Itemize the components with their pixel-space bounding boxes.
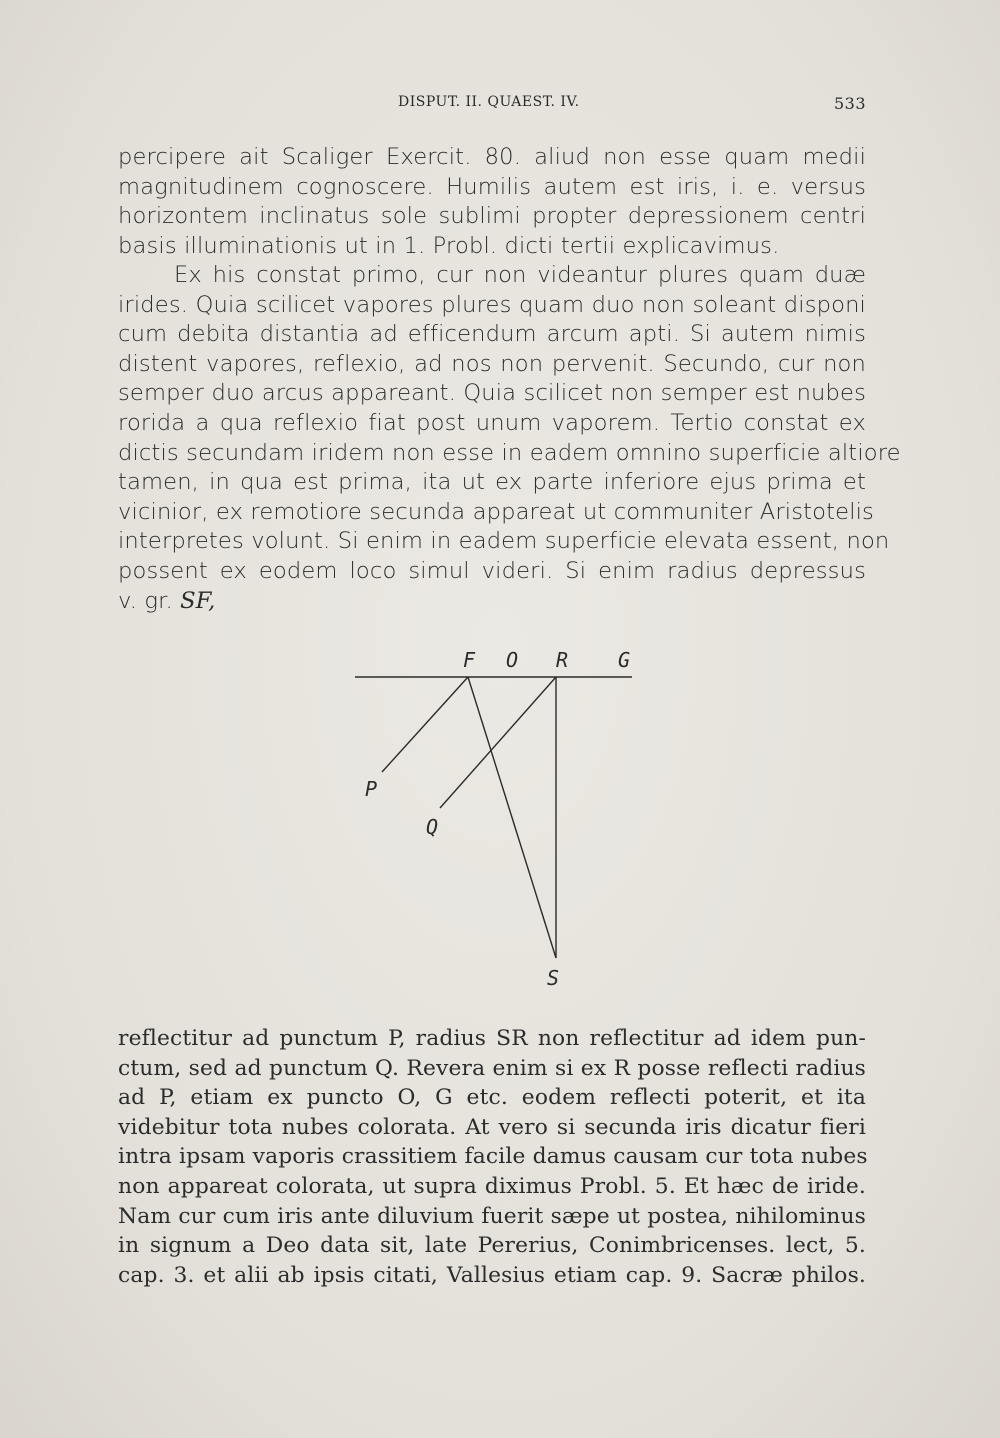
paragraph-middle [118, 261, 901, 616]
text-line: Nam cur cum iris ante diluvium fuerit sæpe ut postea, nihilominus [118, 1203, 866, 1229]
text-line-prefix: v. gr. [118, 587, 181, 614]
text-line: percipere ait Scaliger Exercit. 80. aliud non esse quam medii [118, 144, 866, 170]
text-line: reflectitur ad punctum P, radius SR non reflectitur ad idem pun- [118, 1026, 866, 1051]
text-line: intra ipsam vaporis crassitiem facile damus causam cur tota nubes [118, 1144, 868, 1170]
text-line: interpretes volunt. Si enim in eadem superficie elevata essent, non [118, 528, 890, 555]
text-line: cap. 3. et alii ab ipsis citati, Vallesius etiam cap. 9. Sacræ philos. [118, 1262, 866, 1288]
label-F: F [463, 648, 476, 672]
label-G: G [618, 648, 631, 672]
text-line: cum debita distantia ad efficendum arcum apti. Si autem nimis [118, 321, 866, 348]
paragraph-top [118, 143, 866, 261]
text-line: tamen, in qua est prima, ita ut ex parte inferiore ejus prima et [118, 469, 866, 496]
text-line: horizontem inclinatus sole sublimi propter depressionem centri [118, 203, 866, 230]
text-line: ctum, sed ad punctum Q. Revera enim si ex R posse reflecti radius [118, 1055, 866, 1081]
reflection-diagram-svg [350, 640, 650, 1000]
label-R: R [556, 648, 569, 672]
text-line: vicinior, ex remotiore secunda appareat ut communiter Aristotelis [118, 498, 874, 525]
text-line: rorida a qua reflexio fiat post unum vaporem. Tertio constat ex [118, 409, 866, 436]
text-line: distent vapores, reflexio, ad nos non pervenit. Secundo, cur non [118, 350, 866, 377]
text-line: videbitur tota nubes colorata. At vero si secunda iris dicatur fieri [118, 1114, 866, 1140]
label-S: S [547, 966, 560, 990]
label-P: P [365, 777, 378, 801]
line-R-Q [440, 677, 556, 808]
label-O: O [506, 648, 519, 672]
text-line [118, 587, 866, 617]
text-line: magnitudinem cognoscere. Humilis autem est iris, i. e. versus [118, 173, 866, 200]
text-line: semper duo arcus appareant. Quia scilicet non semper est nubes [118, 380, 866, 407]
text-line: ad P, etiam ex puncto O, G etc. eodem reflecti poterit, et ita [118, 1085, 866, 1111]
reflection-diagram [350, 640, 650, 1000]
text-line: Ex his constat primo, cur non videantur plures quam duæ [174, 262, 866, 288]
page-header [118, 94, 866, 116]
text-line-italic: SF, [180, 587, 216, 614]
running-head: DISPUT. II. QUAEST. IV. [398, 94, 580, 110]
text-line: irides. Quia scilicet vapores plures quam duo non soleant disponi [118, 291, 866, 318]
text-line: basis illuminationis ut in 1. Probl. dicti tertii explicavimus. [118, 232, 780, 259]
line-S-O [468, 677, 556, 958]
page-number: 533 [833, 94, 866, 113]
text-line: possent ex eodem loco simul videri. Si enim radius depressus [118, 557, 866, 584]
paragraph-bottom [118, 1024, 866, 1290]
text-line: in signum a Deo data sit, late Pererius, Conimbricenses. lect, 5. [118, 1233, 866, 1259]
text-line: dictis secundam iridem non esse in eadem omnino superficie altiore [118, 439, 901, 466]
label-Q: Q [426, 815, 439, 839]
line-O-P [382, 677, 468, 772]
text-line: non appareat colorata, ut supra diximus Probl. 5. Et hæc de iride. [118, 1173, 866, 1199]
